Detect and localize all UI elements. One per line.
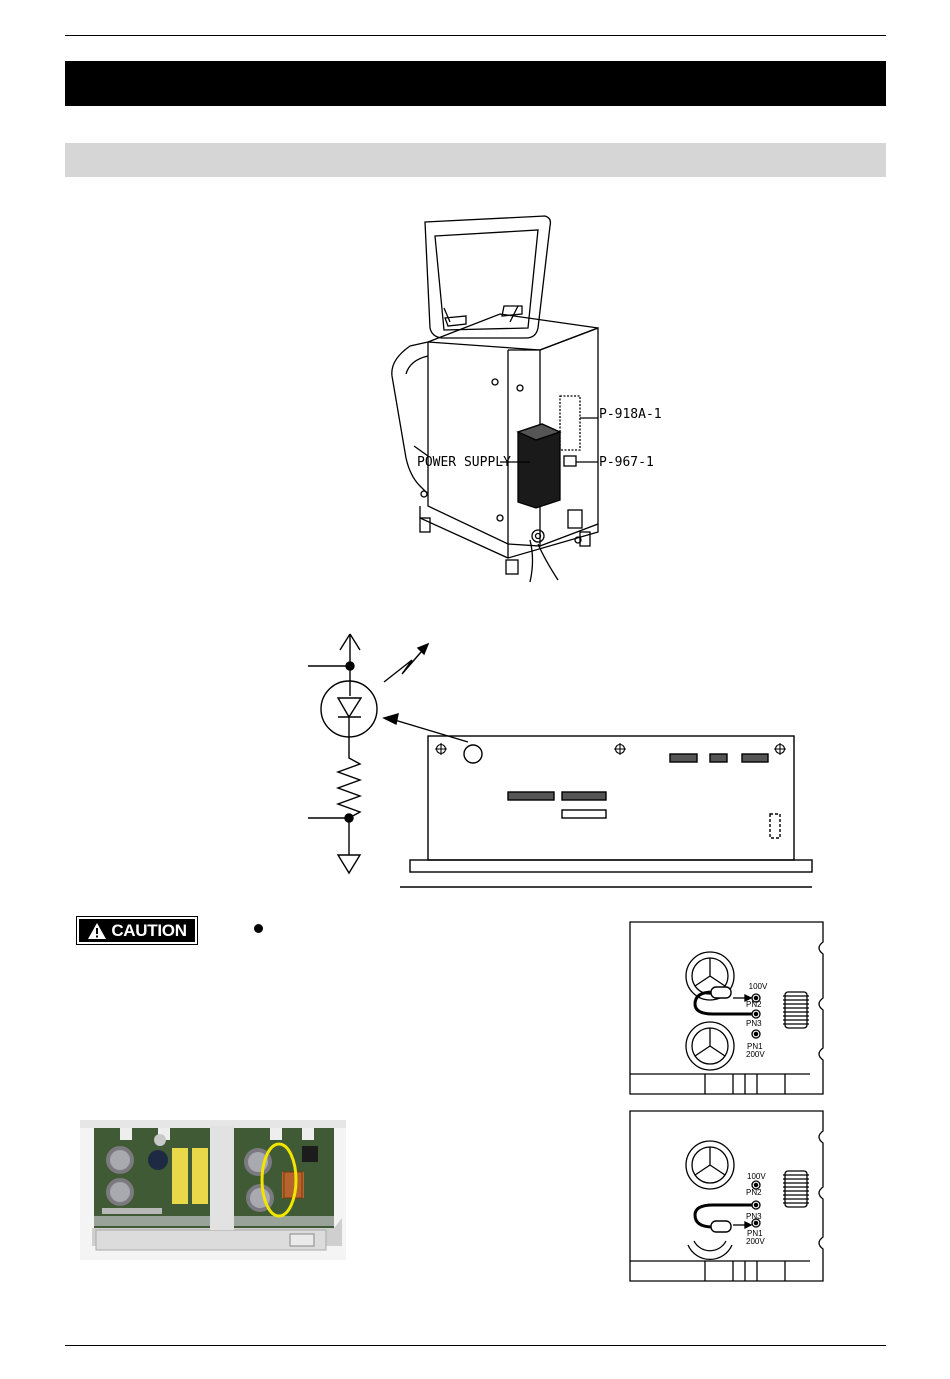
voltage-jumper-200v-diagram bbox=[625, 1109, 830, 1285]
subsection-title-bar bbox=[65, 143, 886, 177]
label-power-supply: POWER SUPPLY bbox=[417, 455, 511, 470]
jumper-bottom-pn1-label: PN1 bbox=[747, 1229, 763, 1238]
jumper-top-pn2-label: PN2 bbox=[746, 1000, 762, 1009]
jumper-bottom-pn3-label: PN3 bbox=[746, 1212, 762, 1221]
power-supply-photo bbox=[80, 1120, 346, 1260]
section-title-bar bbox=[65, 61, 886, 106]
jumper-top-100v-label: 100V bbox=[748, 982, 768, 991]
jumper-bottom-pn2-label: PN2 bbox=[746, 1188, 762, 1197]
caution-bullet bbox=[254, 924, 263, 933]
caution-text: CAUTION bbox=[111, 920, 187, 940]
jumper-bottom-100v-label: 100V bbox=[747, 1172, 766, 1181]
warning-triangle-icon bbox=[87, 922, 107, 940]
jumper-top-pn3-label: PN3 bbox=[746, 1019, 762, 1028]
led-schematic bbox=[300, 630, 820, 892]
jumper-top-200v-label: 200V bbox=[746, 1050, 765, 1059]
bottom-rule bbox=[65, 1345, 886, 1346]
jumper-top-pn1-label: PN1 bbox=[747, 1042, 763, 1051]
top-rule bbox=[65, 35, 886, 36]
jumper-bottom-200v-label: 200V bbox=[746, 1237, 765, 1246]
label-p967-1: P-967-1 bbox=[599, 455, 654, 470]
machine-illustration bbox=[380, 210, 680, 590]
voltage-jumper-100v-diagram bbox=[625, 920, 830, 1098]
label-p918a-1: P-918A-1 bbox=[599, 407, 662, 422]
caution-badge bbox=[76, 916, 198, 945]
